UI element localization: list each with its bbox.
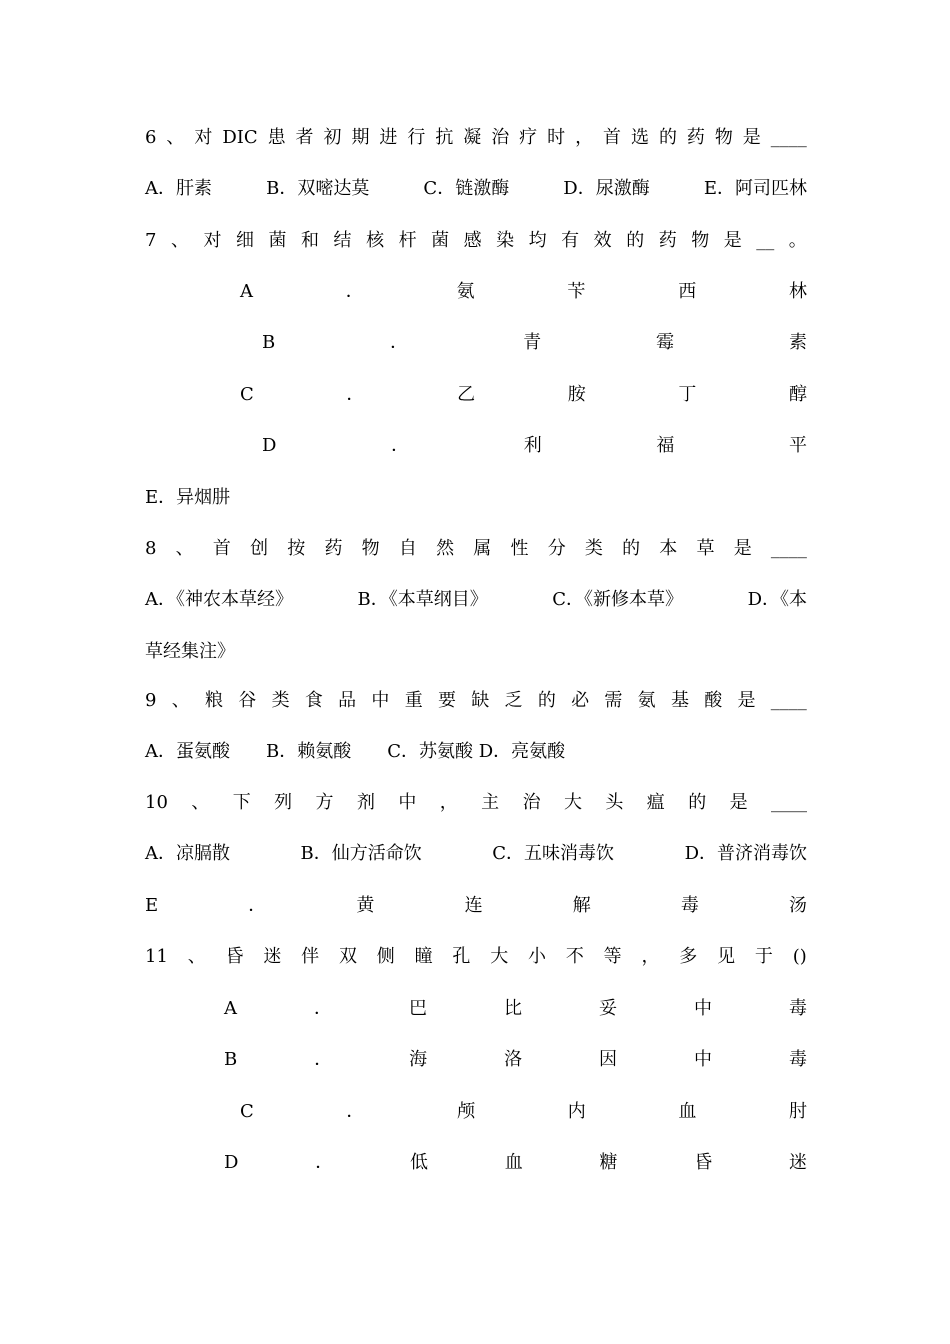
- question-10-option-e: [145, 891, 807, 921]
- text-token: 物: [691, 230, 710, 251]
- text-token: 粮: [205, 690, 224, 711]
- text-token: 伴: [301, 946, 320, 967]
- text-token: 霉: [656, 332, 675, 353]
- question-11-option-d: [224, 1148, 807, 1178]
- text-token: C．《新修本草》: [552, 589, 684, 610]
- text-token: 、: [166, 127, 185, 148]
- question-11-option-b: [224, 1045, 807, 1075]
- question-7-option-d: [262, 431, 807, 461]
- question-7-stem: [145, 226, 807, 256]
- text-token: ．: [346, 384, 365, 405]
- text-token: E．阿司匹林: [703, 178, 807, 199]
- text-token: 是: [737, 690, 756, 711]
- text-token: 行: [407, 127, 426, 148]
- text-token: 昏: [225, 946, 244, 967]
- text-token: 中: [398, 792, 417, 813]
- text-token: 、: [175, 538, 194, 559]
- text-token: 的: [658, 127, 677, 148]
- text-token: 性: [510, 538, 529, 559]
- text-token: 本: [659, 538, 678, 559]
- text-token: 结: [333, 230, 352, 251]
- text-token: 迷: [263, 946, 282, 967]
- text-token: 治: [522, 792, 541, 813]
- text-token: 对: [203, 230, 222, 251]
- text-token: 草: [696, 538, 715, 559]
- text-token: 初: [323, 127, 342, 148]
- text-token: 低: [409, 1152, 428, 1173]
- text-token: 感: [463, 230, 482, 251]
- text-token: ____: [770, 690, 807, 711]
- text-token: 乙: [457, 384, 476, 405]
- text-token: 分: [547, 538, 566, 559]
- text-token: 菌: [431, 230, 450, 251]
- text-token: 的: [626, 230, 645, 251]
- text-token: 食: [304, 690, 323, 711]
- text-token: 侧: [376, 946, 395, 967]
- text-token: ．: [314, 1049, 333, 1070]
- text-token: C: [240, 1101, 254, 1122]
- text-token: DIC: [222, 127, 258, 148]
- text-token: 药: [686, 127, 705, 148]
- text-token: 品: [338, 690, 357, 711]
- text-token: A．《神农本草经》: [145, 589, 293, 610]
- text-token: ．: [346, 1101, 365, 1122]
- text-token: 菌: [268, 230, 287, 251]
- text-token: ．: [248, 895, 267, 916]
- text-token: C．苏氨酸 D．亮氨酸: [387, 741, 566, 762]
- text-token: 凝: [463, 127, 482, 148]
- text-token: A．凉膈散: [145, 843, 230, 864]
- text-token: 创: [250, 538, 269, 559]
- text-token: 醇: [788, 384, 807, 405]
- text-token: ．: [390, 332, 409, 353]
- text-token: 是: [723, 230, 742, 251]
- text-token: 有: [561, 230, 580, 251]
- question-7-option-a: [240, 277, 807, 307]
- text-token: 类: [584, 538, 603, 559]
- text-token: 的: [537, 690, 556, 711]
- text-token: ．: [315, 1152, 334, 1173]
- text-token: 物: [361, 538, 380, 559]
- text-token: 的: [622, 538, 641, 559]
- text-token: 谷: [238, 690, 257, 711]
- text-token: 头: [605, 792, 624, 813]
- text-token: 自: [398, 538, 417, 559]
- text-token: 物: [714, 127, 733, 148]
- text-token: C．五味消毒饮: [492, 843, 615, 864]
- text-token: 瘟: [646, 792, 665, 813]
- text-token: 是: [742, 127, 761, 148]
- question-8-stem: [145, 534, 807, 564]
- text-token: 下: [232, 792, 251, 813]
- text-token: D．普济消毒饮: [684, 843, 807, 864]
- text-token: 小: [528, 946, 547, 967]
- text-token: 8: [145, 538, 157, 559]
- text-token: 内: [567, 1101, 586, 1122]
- text-token: 需: [604, 690, 623, 711]
- text-token: 见: [717, 946, 736, 967]
- text-token: 方: [315, 792, 334, 813]
- question-11-option-c: [240, 1097, 807, 1127]
- text-token: 11: [145, 946, 168, 967]
- question-11-stem: [145, 942, 807, 972]
- text-token: 杆: [398, 230, 417, 251]
- text-token: (): [792, 946, 807, 967]
- question-6-options: [145, 174, 807, 204]
- text-token: 10: [145, 792, 168, 813]
- text-token: 汤: [788, 895, 807, 916]
- text-token: ，: [575, 127, 594, 148]
- text-token: 瞳: [414, 946, 433, 967]
- text-token: 9: [145, 690, 157, 711]
- text-token: 海: [409, 1049, 428, 1070]
- text-token: 首: [212, 538, 231, 559]
- text-token: ____: [770, 538, 807, 559]
- question-10-stem: [145, 788, 807, 818]
- text-token: 双: [338, 946, 357, 967]
- text-token: 迷: [788, 1152, 807, 1173]
- text-token: 属: [473, 538, 492, 559]
- text-token: B．《本草纲目》: [357, 589, 488, 610]
- text-token: 染: [496, 230, 515, 251]
- text-token: D: [262, 435, 277, 456]
- text-token: 等: [603, 946, 622, 967]
- text-token: 毒: [680, 895, 699, 916]
- text-token: 的: [688, 792, 707, 813]
- text-token: A．肝素: [145, 178, 212, 199]
- text-token: 于: [754, 946, 773, 967]
- text-token: 素: [788, 332, 807, 353]
- text-token: 效: [593, 230, 612, 251]
- text-token: 、: [187, 946, 206, 967]
- text-token: 多: [679, 946, 698, 967]
- text-token: B．赖氨酸: [266, 741, 352, 762]
- question-7-option-e: E．异烟肼: [145, 487, 231, 508]
- text-token: 胺: [567, 384, 586, 405]
- text-token: 林: [788, 281, 807, 302]
- text-token: 重: [404, 690, 423, 711]
- text-token: 血: [504, 1152, 523, 1173]
- question-7-option-c: [240, 380, 807, 410]
- question-10-options: [145, 839, 807, 869]
- text-token: 首: [603, 127, 622, 148]
- text-token: 主: [481, 792, 500, 813]
- text-token: 丁: [678, 384, 697, 405]
- text-token: B: [224, 1049, 238, 1070]
- text-token: 抗: [435, 127, 454, 148]
- text-token: 、: [191, 792, 210, 813]
- text-token: ．: [345, 281, 364, 302]
- text-token: 乏: [504, 690, 523, 711]
- text-token: 进: [379, 127, 398, 148]
- text-token: C．链激酶: [423, 178, 510, 199]
- text-token: 缺: [471, 690, 490, 711]
- text-token: 细: [236, 230, 254, 251]
- text-token: 毒: [789, 998, 807, 1019]
- text-token: ．: [391, 435, 410, 456]
- text-token: 连: [464, 895, 483, 916]
- text-token: 洛: [504, 1049, 523, 1070]
- question-8-options: [145, 585, 807, 615]
- question-11-option-a: [224, 994, 807, 1024]
- text-token: D: [224, 1152, 239, 1173]
- text-token: 孔: [452, 946, 471, 967]
- text-token: 比: [504, 998, 522, 1019]
- text-token: ．: [314, 998, 332, 1019]
- question-6-stem: [145, 123, 807, 153]
- text-token: E: [145, 895, 159, 916]
- text-token: 疗: [519, 127, 538, 148]
- text-token: __: [756, 230, 775, 251]
- text-token: 患: [267, 127, 286, 148]
- text-token: 利: [523, 435, 542, 456]
- text-token: 治: [491, 127, 510, 148]
- text-token: 者: [295, 127, 314, 148]
- text-token: A: [224, 998, 237, 1019]
- text-token: 列: [274, 792, 293, 813]
- text-token: 基: [670, 690, 689, 711]
- text-token: B．双嘧达莫: [266, 178, 370, 199]
- text-token: 西: [678, 281, 697, 302]
- text-token: A: [240, 281, 253, 302]
- text-token: B: [262, 332, 276, 353]
- text-token: 要: [437, 690, 456, 711]
- text-token: A．蛋氨酸: [145, 741, 230, 762]
- text-token: 药: [658, 230, 677, 251]
- text-token: D．尿激酶: [563, 178, 650, 199]
- text-token: 因: [599, 1049, 618, 1070]
- text-token: 6: [145, 127, 157, 148]
- text-token: 必: [571, 690, 590, 711]
- text-token: 是: [729, 792, 748, 813]
- text-token: 时: [547, 127, 566, 148]
- text-token: 药: [324, 538, 343, 559]
- text-token: 颅: [457, 1101, 476, 1122]
- text-token: B．仙方活命饮: [300, 843, 422, 864]
- text-token: D．《本: [747, 589, 807, 610]
- text-token: 剂: [356, 792, 375, 813]
- text-token: 不: [565, 946, 584, 967]
- text-token: ，: [439, 792, 458, 813]
- text-token: C: [240, 384, 254, 405]
- text-token: 选: [630, 127, 649, 148]
- text-token: ，: [641, 946, 660, 967]
- text-token: 按: [287, 538, 306, 559]
- text-token: ____: [771, 792, 807, 813]
- text-token: 氨: [456, 281, 475, 302]
- question-9-options: [145, 737, 807, 767]
- text-token: 是: [733, 538, 752, 559]
- text-token: 中: [694, 1049, 712, 1070]
- text-token: 中: [694, 998, 712, 1019]
- text-token: 青: [523, 332, 542, 353]
- text-token: 中: [371, 690, 390, 711]
- text-token: 均: [528, 230, 547, 251]
- text-token: 糖: [599, 1152, 618, 1173]
- text-token: 氨: [637, 690, 656, 711]
- text-token: 。: [788, 230, 807, 251]
- text-token: 昏: [694, 1152, 713, 1173]
- text-token: 、: [170, 230, 189, 251]
- text-token: 对: [194, 127, 213, 148]
- text-token: 福: [656, 435, 675, 456]
- question-7-option-b: [262, 328, 807, 358]
- text-token: ____: [770, 127, 807, 148]
- text-token: 黄: [356, 895, 375, 916]
- text-token: 7: [145, 230, 157, 251]
- question-9-stem: [145, 686, 807, 716]
- text-token: 妥: [599, 998, 617, 1019]
- text-token: 平: [789, 435, 807, 456]
- text-token: 和: [301, 230, 320, 251]
- text-token: 类: [271, 690, 290, 711]
- text-token: 大: [490, 946, 509, 967]
- text-token: 、: [171, 690, 190, 711]
- text-token: 核: [366, 230, 385, 251]
- text-token: 苄: [567, 281, 586, 302]
- text-token: 期: [351, 127, 370, 148]
- text-token: 肘: [788, 1101, 807, 1122]
- text-token: 毒: [788, 1049, 807, 1070]
- question-8-options-wrap: 草经集注》: [145, 641, 235, 662]
- text-token: 血: [678, 1101, 697, 1122]
- text-token: 然: [436, 538, 455, 559]
- text-token: 酸: [704, 690, 723, 711]
- text-token: 解: [572, 895, 591, 916]
- text-token: 大: [563, 792, 582, 813]
- text-token: 巴: [409, 998, 427, 1019]
